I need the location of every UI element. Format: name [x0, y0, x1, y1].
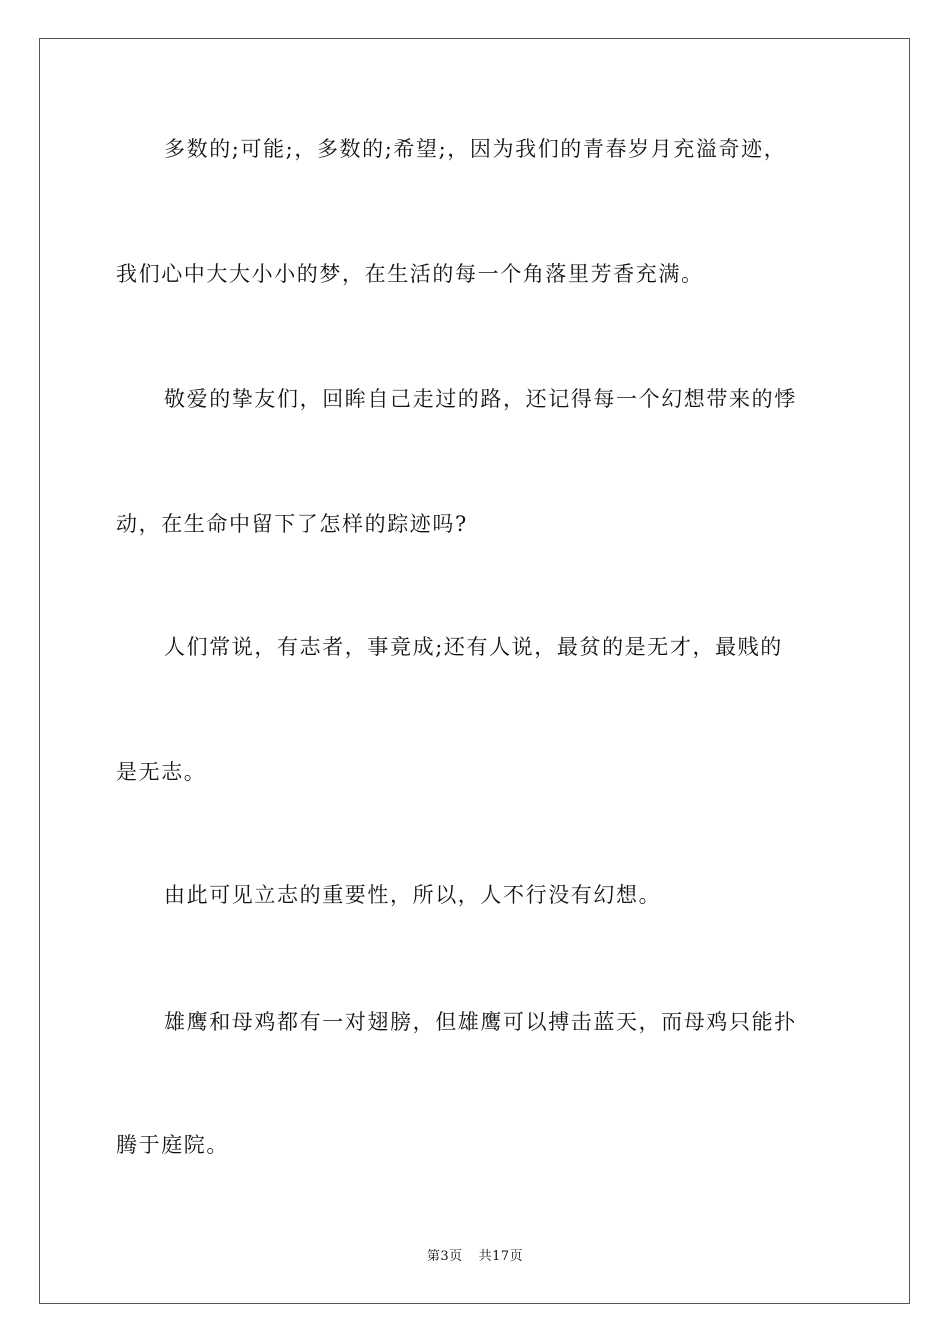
- paragraph-line: 是无志。: [116, 760, 207, 784]
- paragraph-line: 由此可见立志的重要性，所以，人不行没有幻想。: [164, 883, 662, 907]
- paragraph-line: 动，在生命中留下了怎样的踪迹吗?: [116, 512, 468, 536]
- paragraph-line: 多数的;可能;，多数的;希望;，因为我们的青春岁月充溢奇迹，: [164, 137, 787, 161]
- page-frame: [39, 38, 910, 1304]
- page-number: 第3页: [426, 1249, 463, 1264]
- paragraph-line: 腾于庭院。: [116, 1133, 229, 1157]
- paragraph-line: 我们心中大大小小的梦，在生活的每一个角落里芳香充满。: [116, 262, 704, 286]
- page-total: 共17页: [478, 1249, 524, 1264]
- paragraph-line: 人们常说，有志者，事竟成;还有人说，最贫的是无才，最贱的: [164, 635, 783, 659]
- paragraph-line: 雄鹰和母鸡都有一对翅膀，但雄鹰可以搏击蓝天，而母鸡只能扑: [164, 1010, 797, 1034]
- page-footer: [0, 1248, 950, 1266]
- paragraph-line: 敬爱的挚友们，回眸自己走过的路，还记得每一个幻想带来的悸: [164, 387, 797, 411]
